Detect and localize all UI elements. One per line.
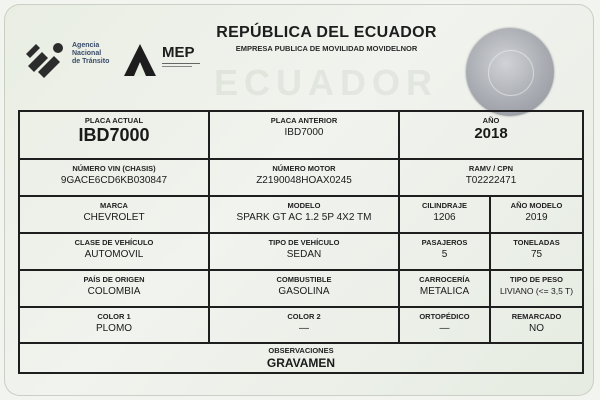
card-subtitle: EMPRESA PUBLICA DE MOVILIDAD MOVIDELNOR [235,44,418,53]
field-color1: COLOR 1 PLOMO [20,308,210,344]
ant-logo-line-3: de Tránsito [72,58,110,65]
field-ortopedico: ORTOPÉDICO — [400,308,491,344]
field-anio: AÑO 2018 [400,112,582,160]
field-modelo: MODELO SPARK GT AC 1.2 5P 4X2 TM [210,197,400,234]
field-marca: MARCA CHEVROLET [20,197,210,234]
field-carroceria: CARROCERÍA METALICA [400,271,491,308]
field-observaciones: OBSERVACIONES GRAVAMEN [18,342,584,374]
field-anio-modelo: AÑO MODELO 2019 [491,197,582,234]
field-clase: CLASE DE VEHÍCULO AUTOMOVIL [20,234,210,271]
vehicle-registration-card [4,4,594,396]
holographic-seal-icon [466,28,554,116]
mep-logo-text: MEP [162,44,195,61]
card-header [4,4,594,104]
mep-logo-subtext [162,62,202,69]
field-motor: NÚMERO MOTOR Z2190048HOAX0245 [210,160,400,197]
field-tipo: TIPO DE VEHÍCULO SEDAN [210,234,400,271]
field-vin: NÚMERO VIN (CHASIS) 9GACE6CD6KB030847 [20,160,210,197]
field-placa-actual: PLACA ACTUAL IBD7000 [20,112,210,160]
mep-logo-icon [122,42,158,78]
field-remarcado: REMARCADO NO [491,308,582,344]
ant-logo-icon [24,40,68,78]
field-toneladas: TONELADAS 75 [491,234,582,271]
card-title: REPÚBLICA DEL ECUADOR [216,24,437,41]
field-combustible: COMBUSTIBLE GASOLINA [210,271,400,308]
field-color2: COLOR 2 — [210,308,400,344]
data-grid [18,110,584,344]
ant-logo-line-1: Agencia [72,42,100,49]
field-pais: PAÍS DE ORIGEN COLOMBIA [20,271,210,308]
ant-logo [24,40,116,78]
field-pasajeros: PASAJEROS 5 [400,234,491,271]
field-placa-anterior: PLACA ANTERIOR IBD7000 [210,112,400,160]
field-tipo-peso: TIPO DE PESO LIVIANO (<= 3,5 T) [491,271,582,308]
field-ramv: RAMV / CPN T02222471 [400,160,582,197]
field-cilindraje: CILINDRAJE 1206 [400,197,491,234]
mep-logo [122,42,202,80]
background-watermark: ECUADOR [214,62,439,103]
ant-logo-line-2: Nacional [72,50,102,57]
